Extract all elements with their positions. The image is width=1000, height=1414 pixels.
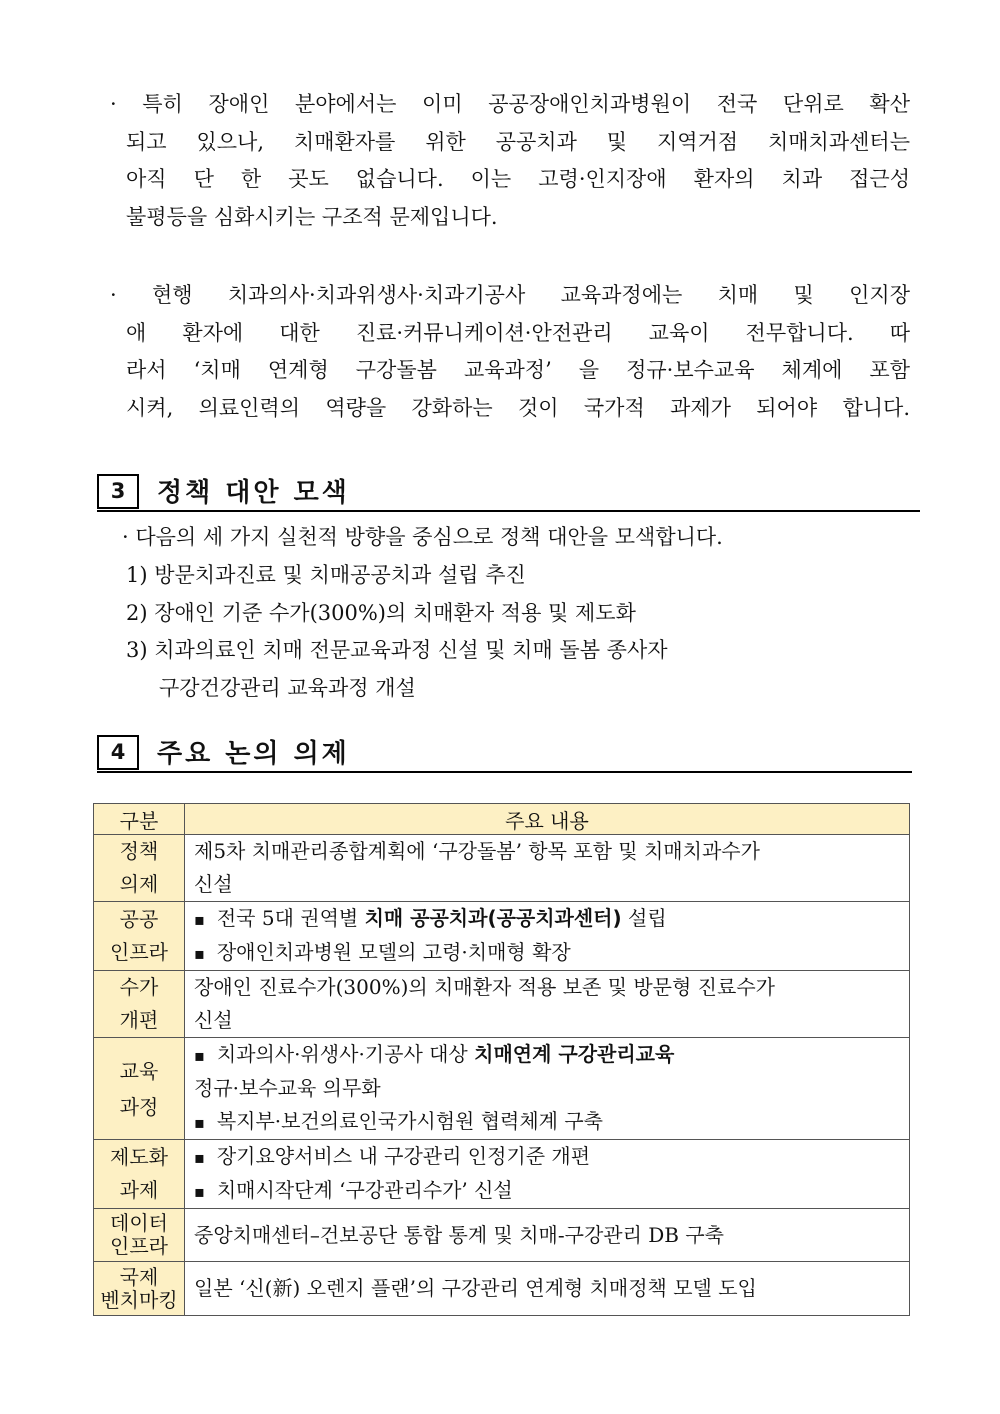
row-content: 장애인 진료수가(300%)의 치매환자 적용 보존 및 방문형 진료수가 신설 (185, 971, 910, 1038)
text-line: 라서 ‘치매 연계형 구강돌봄 교육과정’ 을 정규·보수교육 체계에 포함 (126, 358, 910, 382)
bullet-item: ▪ 치과의사·위생사·기공사 대상 치매연계 구강관리교육 (194, 1038, 900, 1072)
list-item: 2) 장애인 기준 수가(300%)의 치매환자 적용 및 제도화 (126, 600, 636, 625)
list-item: 1) 방문치과진료 및 치매공공치과 설립 추진 (126, 563, 526, 587)
table-row (94, 835, 910, 902)
row-category: 공공 인프라 (94, 902, 185, 971)
row-category: 수가 개편 (94, 971, 185, 1038)
row-content: 제5차 치매관리종합계획에 ‘구강돌봄’ 항목 포함 및 치매치과수가 신설 (185, 835, 910, 902)
bullet-item: ▪ 전국 5대 권역별 치매 공공치과(공공치과센터) 설립 (194, 902, 900, 936)
list-item-continuation: 구강건강관리 교육과정 개설 (159, 675, 416, 700)
header-category: 구분 (94, 804, 185, 835)
list-item: 3) 치과의료인 치매 전문교육과정 신설 및 치매 돌봄 종사자 (126, 638, 668, 662)
row-content: ▪ 치과의사·위생사·기공사 대상 치매연계 구강관리교육 정규·보수교육 의무화 ▪ 복지부·보건의료인국가시험원 협력체계 구축 (185, 1038, 910, 1140)
row-content (185, 1140, 910, 1209)
text-line: · 특히 장애인 분야에서는 이미 공공장애인치과병원이 전국 단위로 확산 (110, 92, 910, 116)
table-header-row (94, 804, 910, 835)
table-row (94, 1140, 910, 1209)
row-category: 국제 벤치마킹 (94, 1262, 185, 1316)
section3-intro (122, 519, 723, 557)
policy-alternatives-list (126, 557, 668, 707)
table-row (94, 971, 910, 1038)
table-row (94, 1038, 910, 1140)
text-line: 아직 단 한 곳도 없습니다. 이는 고령·인지장애 환자의 치과 접근성 (126, 167, 910, 191)
section-heading-3 (97, 474, 920, 512)
row-content: 일본 ‘신(新) 오렌지 플랜’의 구강관리 연계형 치매정책 모델 도입 (185, 1262, 910, 1316)
row-category: 교육 과정 (94, 1038, 185, 1140)
table-row (94, 902, 910, 971)
text-line: 애 환자에 대한 진료·커뮤니케이션·안전관리 교육이 전무합니다. 따 (126, 320, 910, 345)
text-line: · 현행 치과의사·치과위생사·치과기공사 교육과정에는 치매 및 인지장 (110, 283, 910, 307)
bullet-item: ▪ 치매시작단계 ‘구강관리수가’ 신설 (194, 1174, 900, 1208)
section-number: 3 (97, 474, 139, 509)
bullet-item: ▪ 복지부·보건의료인국가시험원 협력체계 구축 (194, 1105, 900, 1139)
paragraph-education-gap (110, 277, 910, 427)
row-content: 중앙치매센터–건보공단 통합 통계 및 치매-구강관리 DB 구축 (185, 1209, 910, 1262)
section-heading-4 (97, 735, 912, 773)
section-title: 정책 대안 모색 (157, 478, 350, 508)
section-title: 주요 논의 의제 (157, 739, 350, 769)
row-category: 정책 의제 (94, 835, 185, 902)
row-category: 데이터 인프라 (94, 1209, 185, 1262)
table-row (94, 1262, 910, 1316)
header-content: 주요 내용 (185, 804, 910, 835)
row-category: 제도화 과제 (94, 1140, 185, 1209)
table-row (94, 1209, 910, 1262)
text-line: 시켜, 의료인력의 역량을 강화하는 것이 국가적 과제가 되어야 합니다. (126, 395, 910, 420)
bullet-item: ▪ 장애인치과병원 모델의 고령·치매형 확장 (194, 936, 900, 970)
text-line: 되고 있으나, 치매환자를 위한 공공치과 및 지역거점 치매치과센터는 (126, 129, 910, 154)
bullet-item: ▪ 장기요양서비스 내 구강관리 인정기준 개편 (194, 1140, 900, 1174)
row-content (185, 902, 910, 971)
agenda-table (93, 803, 910, 1316)
intro-line: · 다음의 세 가지 실천적 방향을 중심으로 정책 대안을 모색합니다. (122, 525, 723, 549)
section-number: 4 (97, 735, 139, 770)
text-line: 불평등을 심화시키는 구조적 문제입니다. (126, 204, 498, 229)
paragraph-public-dental-gap (110, 86, 910, 236)
